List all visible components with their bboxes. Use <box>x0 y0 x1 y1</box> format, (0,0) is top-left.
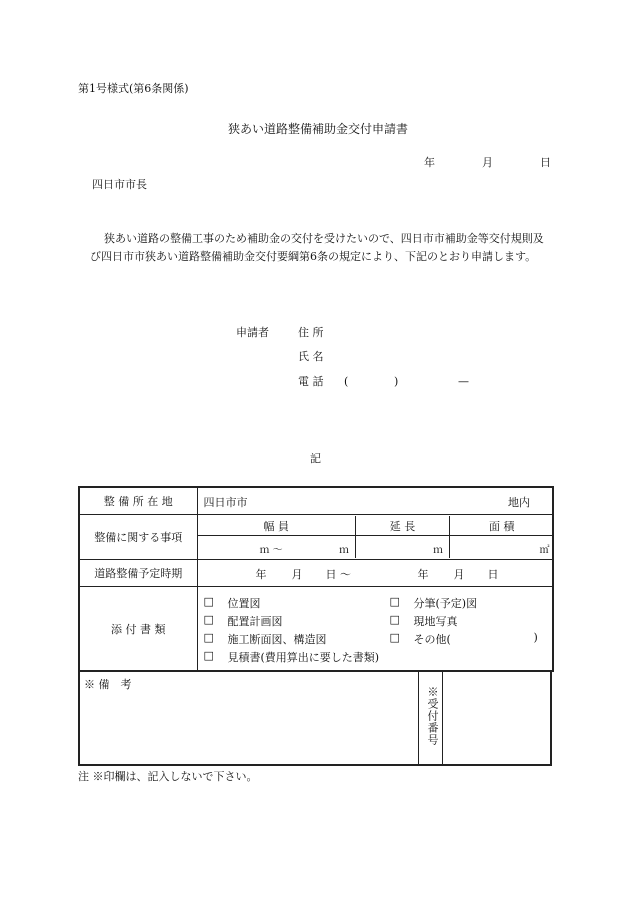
checkbox-other[interactable]: □ <box>389 631 400 644</box>
attachment-parcel-map: 分筆(予定)図 <box>413 597 478 610</box>
length-value-cell <box>356 536 450 559</box>
footer-note: 注 ※印欄は、記入しないで下さい。 <box>78 770 258 783</box>
attachments-label: 添 付 書 類 <box>79 587 197 672</box>
remarks-box <box>78 670 552 766</box>
attachment-other-close: ) <box>533 631 538 644</box>
checkbox-estimate[interactable]: □ <box>203 649 214 662</box>
document-title: 狭あい道路整備補助金交付申請書 <box>228 122 409 136</box>
area-header: 面 積 <box>450 516 554 536</box>
ki-heading: 記 <box>310 452 321 465</box>
matters-inner-table <box>198 516 554 558</box>
checkbox-layout-plan[interactable]: □ <box>203 613 214 626</box>
phone-label: 電 話 <box>298 375 324 388</box>
form-number: 第1号様式(第6条関係) <box>78 82 189 95</box>
period-month-2: 月 <box>453 568 465 581</box>
name-label: 氏 名 <box>298 350 324 363</box>
remarks-label: ※ 備 考 <box>84 678 132 691</box>
date-month: 月 <box>482 156 493 169</box>
period-year-1: 年 <box>255 568 267 581</box>
width-unit-to: ｍ <box>339 545 349 556</box>
attachments-cell <box>197 587 553 672</box>
body-line-1: 狭あい道路の整備工事のため補助金の交付を受けたいので、四日市市補助金等交付規則及 <box>104 232 544 245</box>
location-cell <box>197 487 553 515</box>
period-day-1: 日 〜 <box>325 568 351 581</box>
location-row <box>79 487 553 515</box>
receipt-separator-left <box>418 672 419 764</box>
date-day: 日 <box>540 156 551 169</box>
length-header: 延 長 <box>356 516 450 536</box>
matters-label: 整備に関する事項 <box>79 515 197 560</box>
area-unit: ㎡ <box>539 545 550 556</box>
width-unit-from: ｍ 〜 <box>259 545 283 556</box>
phone-dash: — <box>458 375 469 388</box>
attachment-line-4 <box>204 647 547 665</box>
location-city: 四日市市 <box>203 496 248 509</box>
checkbox-parcel-map[interactable]: □ <box>389 595 400 608</box>
date-year: 年 <box>424 156 435 169</box>
attachments-row <box>79 587 553 672</box>
location-label: 整 備 所 在 地 <box>79 487 197 515</box>
application-form-table <box>78 486 554 672</box>
attachment-other: その他( <box>413 633 451 646</box>
attachment-layout-plan: 配置計画図 <box>227 615 283 628</box>
matters-cell <box>197 515 553 560</box>
period-cell <box>197 560 553 587</box>
attachment-line-1 <box>204 593 547 611</box>
period-year-2: 年 <box>417 568 429 581</box>
area-value-cell <box>450 536 554 559</box>
attachment-site-photo: 現地写真 <box>413 615 458 628</box>
attachment-section-drawing: 施工断面図、構造図 <box>227 633 327 646</box>
checkbox-location-map[interactable]: □ <box>203 595 214 608</box>
length-unit: ｍ <box>433 545 443 556</box>
attachment-estimate: 見積書(費用算出に要した書類) <box>227 651 380 664</box>
period-row <box>79 560 553 587</box>
width-value-cell <box>198 536 356 559</box>
address-label: 住 所 <box>298 326 324 339</box>
phone-open-paren: ( <box>344 375 349 388</box>
attachment-line-2 <box>204 611 547 629</box>
attachment-line-3 <box>204 629 547 647</box>
addressee: 四日市市長 <box>92 178 147 191</box>
receipt-number-label: ※受付番号 <box>426 686 439 746</box>
period-day-2: 日 <box>487 568 499 581</box>
location-suffix: 地内 <box>508 496 530 509</box>
matters-row <box>79 515 553 560</box>
checkbox-section-drawing[interactable]: □ <box>203 631 214 644</box>
receipt-separator-right <box>442 672 443 764</box>
attachment-location-map: 位置図 <box>227 597 261 610</box>
width-header: 幅 員 <box>198 516 356 536</box>
body-line-2: び四日市市狭あい道路整備補助金交付要綱第6条の規定により、下記のとおり申請します。 <box>90 250 537 263</box>
period-label: 道路整備予定時期 <box>79 560 197 587</box>
phone-close-paren: ) <box>394 375 399 388</box>
period-month-1: 月 <box>291 568 303 581</box>
applicant-label: 申請者 <box>236 326 269 339</box>
checkbox-site-photo[interactable]: □ <box>389 613 400 626</box>
